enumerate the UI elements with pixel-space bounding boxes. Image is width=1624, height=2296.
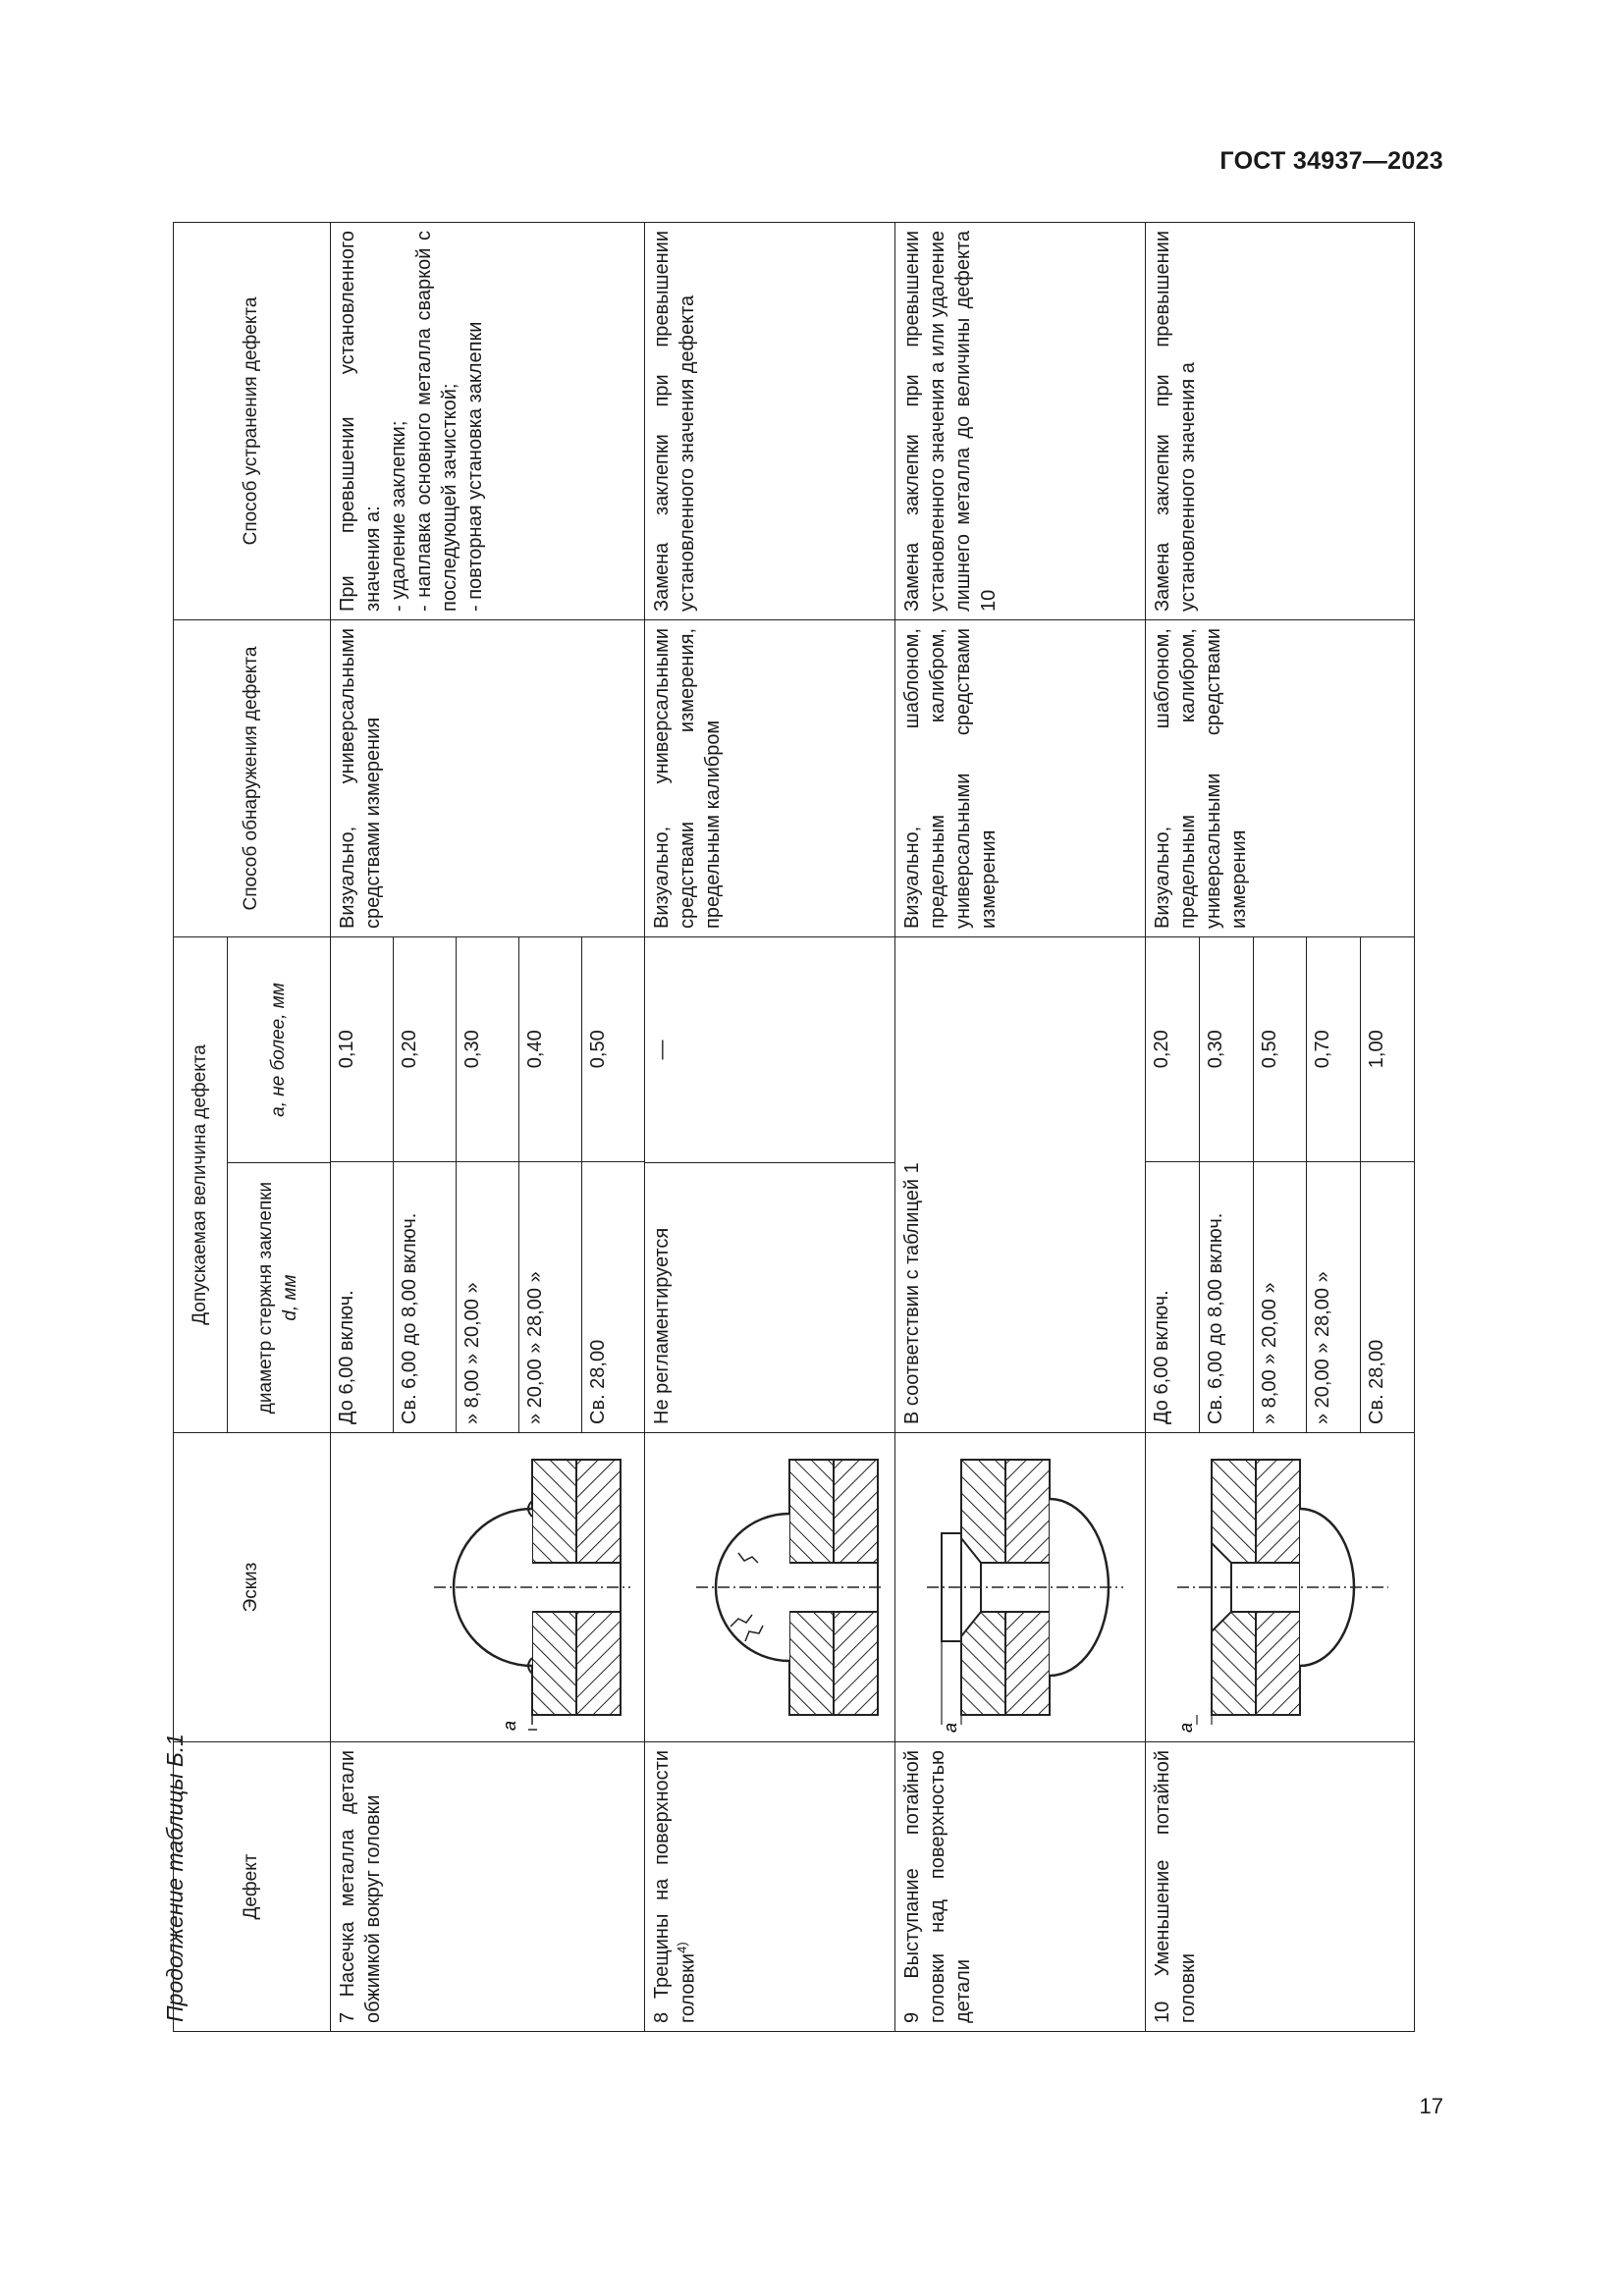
header-detection: Способ обнаружения дефекта (174, 620, 331, 937)
sketch-9 (895, 1433, 1146, 1742)
diameter-cell: Не регламентируется (645, 1163, 895, 1433)
defect-cell: 9 Выступание потайной головки над поверхностью детали (895, 1742, 1146, 2032)
a-value: 0,30 (1199, 936, 1253, 1162)
elimination-cell (331, 223, 645, 620)
header-a-max: a, не более, мм (228, 937, 331, 1163)
rivet-cracked-head-sketch-icon (652, 1440, 888, 1735)
d-value: Св. 28,00 (1361, 1162, 1414, 1432)
table-row (1146, 223, 1415, 2032)
standard-header: ГОСТ 34937—2023 (1219, 147, 1443, 175)
rivet-round-head-sketch-icon (341, 1440, 635, 1735)
sizes-7 (331, 937, 645, 1433)
elimination-item: - повторная установка заклепки (464, 321, 486, 612)
d-value: » 20,00 » 28,00 » (1307, 1162, 1361, 1432)
detection-cell: Визуально, шаблоном, предельным калибром, универсальными средствами измерения (895, 620, 1146, 937)
d-value: » 8,00 » 20,00 » (1253, 1162, 1307, 1432)
sizes-table-7 (331, 936, 644, 1432)
elimination-cell: Замена заклепки при превышении установленного значения a (1146, 223, 1415, 620)
svg-text:a: a (499, 1720, 519, 1731)
a-value: 1,00 (1361, 936, 1414, 1162)
a-value: 0,20 (1146, 936, 1199, 1162)
defects-table (173, 222, 1415, 2032)
d-value: » 20,00 » 28,00 » (519, 1162, 582, 1432)
a-value: 0,70 (1307, 936, 1361, 1162)
d-value: » 8,00 » 20,00 » (456, 1162, 518, 1432)
defect-cell: 8 Трещины на поверхности головки$^{4)}$ (645, 1742, 895, 2032)
a-value: 0,20 (393, 936, 456, 1162)
sketch-8 (645, 1433, 895, 1742)
sizes-10 (1146, 937, 1415, 1433)
elimination-cell: Замена заклепки при превышении установленного значения дефекта (645, 223, 895, 620)
defects-table-wrapper (173, 223, 1414, 2032)
d-value: До 6,00 включ. (1146, 1162, 1199, 1432)
table-caption: Продолжение таблицы Б.1 (162, 1734, 188, 2022)
detection-cell: Визуально, универсальными средствами измерения, предельным калибром (645, 620, 895, 937)
elimination-item: - удаление заклепки; (388, 420, 409, 612)
sketch-10 (1146, 1433, 1415, 1742)
svg-text:a: a (1175, 1722, 1196, 1733)
sketch-7 (331, 1433, 645, 1742)
table-row (645, 223, 895, 2032)
header-sketch: Эскиз (174, 1433, 331, 1742)
header-diameter: диаметр стержня заклепки d, мм (228, 1163, 331, 1433)
rivet-reduced-countersunk-sketch-icon (1153, 1440, 1408, 1735)
defect-cell: 10 Уменьшение потайной головки (1146, 1742, 1415, 2032)
table-row (331, 223, 645, 2032)
d-value: До 6,00 включ. (331, 1162, 393, 1432)
a-value: 0,10 (331, 936, 393, 1162)
header-defect: Дефект (174, 1742, 331, 2032)
svg-text:a: a (941, 1722, 960, 1733)
diameter-cell: В соответствии с таблицей 1 (895, 937, 1146, 1433)
d-value: Св. 28,00 (582, 1162, 644, 1432)
defect-cell: 7 Насечка металла детали обжимкой вокруг головки (331, 1742, 645, 2032)
detection-cell: Визуально, универсальными средствами измерения (331, 620, 645, 937)
elimination-intro: При превышении установленного значения a: (337, 231, 384, 612)
d-value: Св. 6,00 до 8,00 включ. (393, 1162, 456, 1432)
page-number: 17 (1419, 2094, 1443, 2118)
a-cell: — (645, 937, 895, 1163)
a-value: 0,40 (519, 936, 582, 1162)
rivet-protruding-countersunk-sketch-icon (902, 1440, 1138, 1735)
table-row (895, 223, 1146, 2032)
elimination-item: - наплавка основного металла сваркой с последующей зачисткой; (413, 231, 460, 612)
d-value: Св. 6,00 до 8,00 включ. (1199, 1162, 1253, 1432)
elimination-cell: Замена заклепки при превышении установленного значения a или удаление лишнего металла до величины дефекта 10 (895, 223, 1146, 620)
detection-cell: Визуально, шаблоном, предельным калибром, универсальными средствами измерения (1146, 620, 1415, 937)
a-value: 0,30 (456, 936, 518, 1162)
header-allowed: Допускаемая величина дефекта (174, 937, 228, 1433)
sizes-table-10 (1146, 936, 1414, 1432)
a-value: 0,50 (582, 936, 644, 1162)
header-elimination: Способ устранения дефекта (174, 223, 331, 620)
a-value: 0,50 (1253, 936, 1307, 1162)
